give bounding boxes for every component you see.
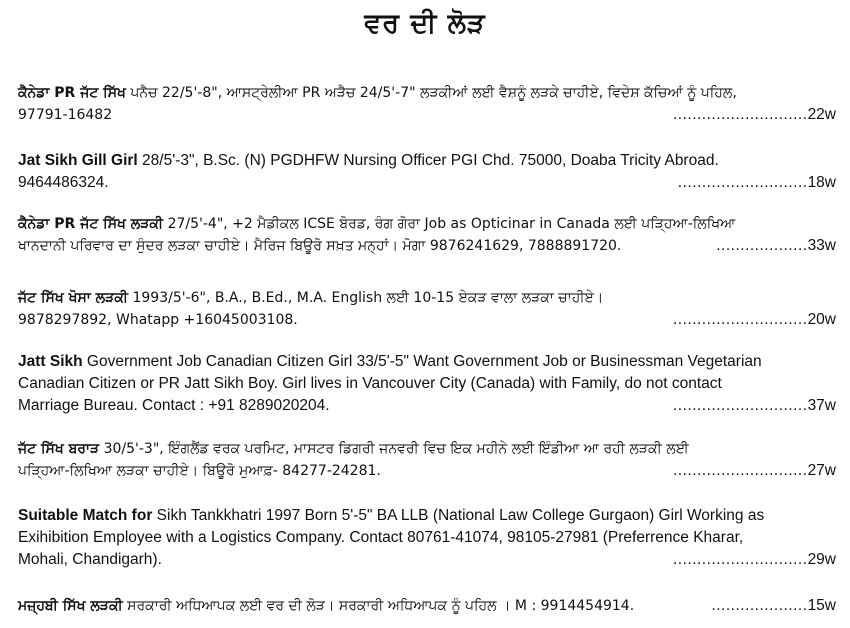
classified-ad [18,438,836,482]
ad-lead: ਕੈਨੇਡਾ PR ਜੱਟ ਸਿੱਖ [18,85,126,101]
ad-contact: ਸਰਕਾਰੀ ਅਧਿਆਪਕ ਲਈ ਵਰ ਦੀ ਲੋੜ। ਸਰਕਾਰੀ ਅਧਿਆਪਕ ਨੂੰ ਪਹਿਲ । M : 9914454914. [122,598,635,614]
ad-contact: ਖਾਨਦਾਨੀ ਪਰਿਵਾਰ ਦਾ ਸੁੰਦਰ ਲੜਕਾ ਚਾਹੀਏ। ਮੈਰਿਜ ਬਿਊਰੋ ਸਖ਼ਤ ਮਨ੍ਹਾਂ। ਮੋਗਾ 9876241629, 7888891720. [18,238,622,254]
ad-price: 33w [807,237,836,254]
ad-text: Exihibition Employee with a Logistics Company. Contact 80761-41074, 98105-27981 (Preferrence Kharar, [18,529,744,546]
ad-leader-dots: ................... [716,237,808,254]
ad-contact: Mohali, Chandigarh). [18,551,162,568]
ad-text: Canadian Citizen or PR Jatt Sikh Boy. Girl lives in Vancouver City (Canada) with Family, do not contact [18,375,722,392]
ad-text: 28/5'-3", B.Sc. (N) PGDHFW Nursing Officer PGI Chd. 75000, Doaba Tricity Abroad. [137,152,719,169]
ad-lead: ਕੈਨੇਡਾ PR ਜੱਟ ਸਿੱਖ ਲੜਕੀ [18,216,164,232]
ad-lead: ਜੱਟ ਸਿੱਖ ਖੋਸਾ ਲੜਕੀ [18,290,129,306]
ad-contact: ਪੜ੍ਹਿਆ-ਲਿਖਿਆ ਲੜਕਾ ਚਾਹੀਏ। ਬਿਊਰੋ ਮੁਆਫ਼- 84277-24281. [18,463,381,479]
ad-leader-dots: ............................ [672,397,808,414]
page-title: ਵਰ ਦੀ ਲੋੜ [364,8,486,39]
ad-price: 29w [807,551,836,568]
classified-ad [18,351,836,417]
ad-text: 1993/5'-6", B.A., B.Ed., M.A. English ਲਈ 10-15 ਏਕੜ ਵਾਲਾ ਲੜਕਾ ਚਾਹੀਏ। [128,290,604,306]
ad-lead: Jatt Sikh [18,353,83,370]
ad-text: 27/5'-4", +2 ਮੈਡੀਕਲ ICSE ਬੋਰਡ, ਰੰਗ ਗੋਰਾ Job as Opticinar in Canada ਲਈ ਪੜ੍ਹਿਆ-ਲਿਖਿਆ [163,216,736,232]
ad-text: Sikh Tankkhatri 1997 Born 5'-5" BA LLB (National Law College Gurgaon) Girl Working as [152,507,765,524]
ad-contact: Marriage Bureau. Contact : +91 8289020204. [18,397,330,414]
ad-price: 18w [807,174,836,191]
ad-price: 37w [807,397,836,414]
ad-contact: 97791-16482 [18,107,113,123]
ad-text: Government Job Canadian Citizen Girl 33/5'-5" Want Government Job or Businessman Vegetarian [82,353,762,370]
ad-contact: 9878297892, Whatapp +16045003108. [18,312,298,328]
classified-ad [18,150,836,194]
ad-price: 20w [807,311,836,328]
ad-leader-dots: .................... [711,597,808,614]
classified-ad [18,595,836,617]
ad-leader-dots: ............................ [672,462,808,479]
ad-contact: 9464486324. [18,174,109,191]
ad-text: ਪਨੈਚ 22/5'-8", ਆਸਟ੍ਰੇਲੀਆ PR ਅੜੈਚ 24/5'-7" ਲੜਕੀਆਂ ਲਈ ਵੈਸ਼ਨੂੰ ਲੜਕੇ ਚਾਹੀਏ, ਵਿਦੇਸ਼ ਕੱਚਿਆਂ ਨੂੰ ਪਹਿਲ, [125,85,737,101]
ad-leader-dots: ............................ [672,106,808,123]
ad-leader-dots: ............................ [672,551,808,568]
ad-price: 27w [807,462,836,479]
ad-lead: ਮਜ਼੍ਹਬੀ ਸਿੱਖ ਲੜਕੀ [18,598,123,614]
ad-price: 15w [807,597,836,614]
classified-ad [18,213,836,257]
ad-lead: Suitable Match for [18,507,153,524]
ad-leader-dots: ........................... [677,174,808,191]
ad-price: 22w [807,106,836,123]
ad-text: 30/5'-3", ਇੰਗਲੈਂਡ ਵਰਕ ਪਰਮਿਟ, ਮਾਸਟਰ ਡਿਗਰੀ ਜਨਵਰੀ ਵਿਚ ਇਕ ਮਹੀਨੇ ਲਈ ਇੰਡੀਆ ਆ ਰਹੀ ਲੜਕੀ ਲਈ [99,441,689,457]
ad-lead: ਜੱਟ ਸਿੱਖ ਬਰਾੜ [18,441,100,457]
ad-leader-dots: ............................ [672,311,808,328]
classified-ad [18,82,836,126]
ad-lead: Jat Sikh Gill Girl [18,152,138,169]
classified-ad [18,505,836,571]
classified-ad [18,287,836,331]
